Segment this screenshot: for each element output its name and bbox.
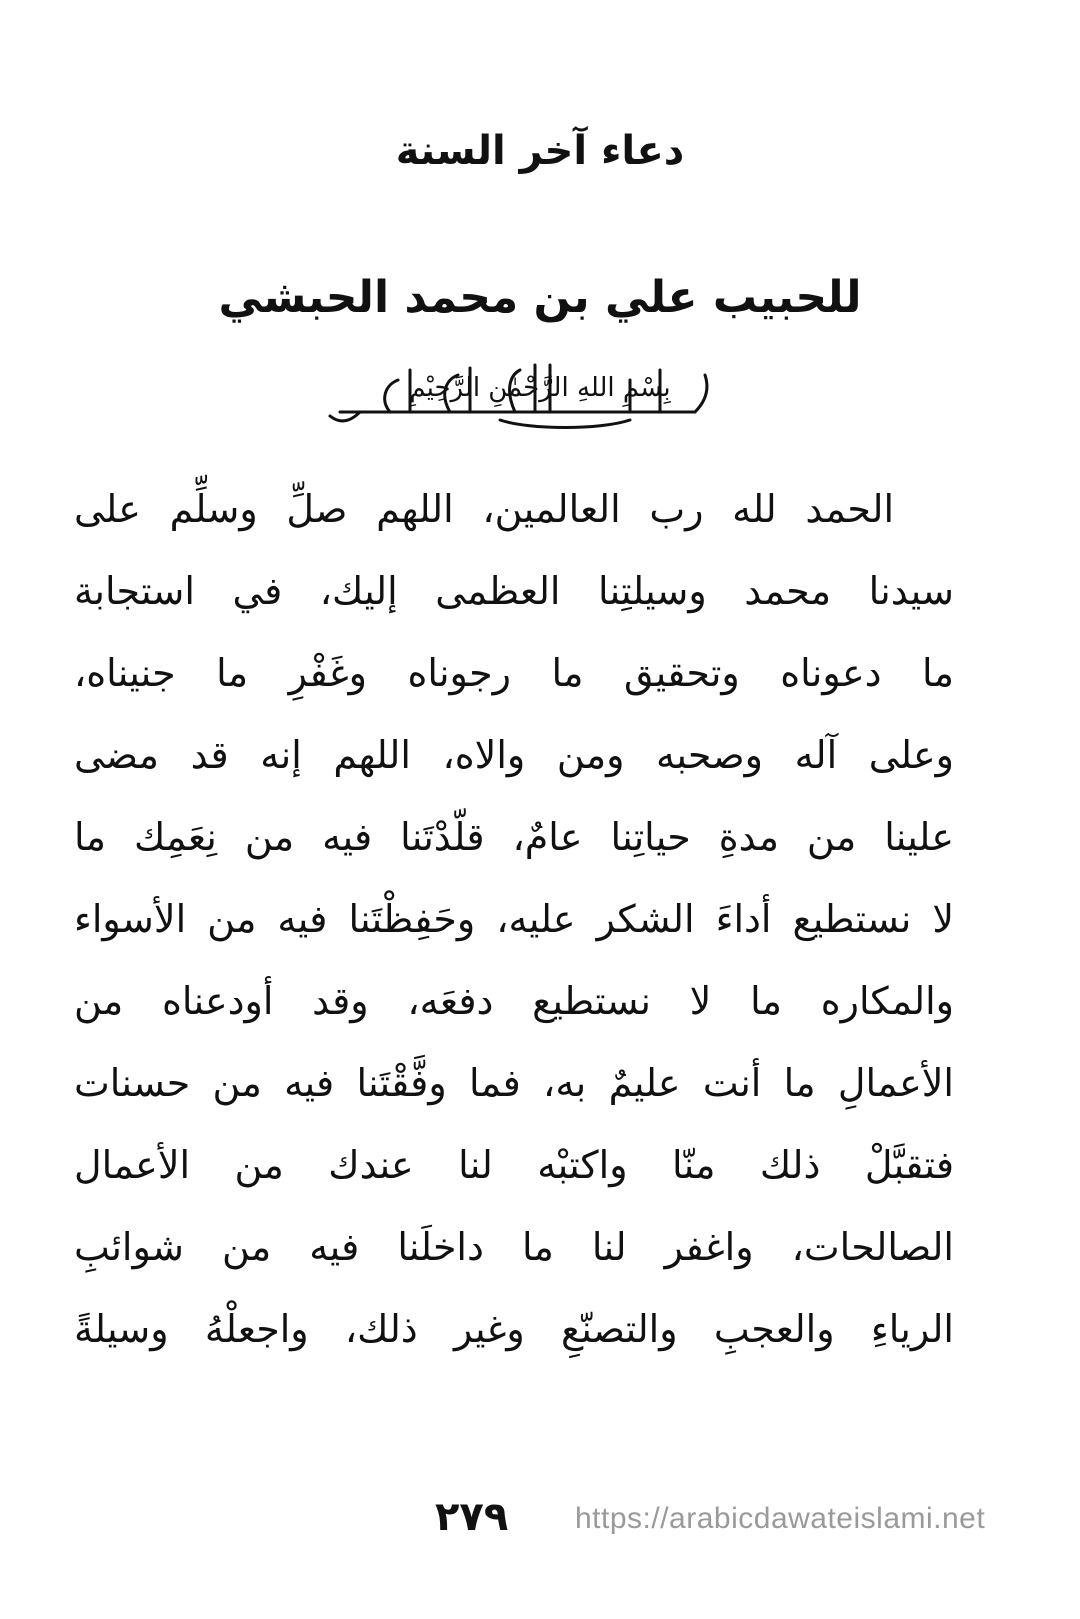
text-line: والمكاره ما لا نستطيع دفعَه، وقد أودعناه من <box>74 979 954 1023</box>
page-title: دعاء آخر السنة <box>395 128 685 174</box>
text-line: فتقبَّلْ ذلك منّا واكتبْه لنا عندك من الأعمال <box>74 1143 954 1187</box>
basmala-text: بِسْمِ اللهِ الرَّحْمٰنِ الرَّحِيْمِ <box>409 373 671 403</box>
text-line: علينا من مدةِ حياتِنا عامٌ، قلّدْتَنا فيه من نِعَمِك ما <box>74 815 954 859</box>
text-line: ما دعوناه وتحقيق ما رجوناه وغَفْرِ ما جنيناه، <box>74 651 954 695</box>
text-line: لا نستطيع أداءَ الشكر عليه، وحَفِظْتَنا فيه من الأسواء <box>74 897 954 941</box>
text-line: الأعمالِ ما أنت عليمٌ به، فما وفَّقْتَنا فيه من حسنات <box>74 1061 954 1105</box>
text-line: وعلى آله وصحبه ومن والاه، اللهم إنه قد مضى <box>74 733 954 777</box>
page-number: ٢٧٩ <box>435 1494 509 1540</box>
text-line: الصالحات، واغفر لنا ما داخلَنا فيه من شوائبِ <box>74 1225 954 1269</box>
watermark-url: https://arabicdawateislami.net <box>575 1502 986 1535</box>
supplication-text <box>74 468 954 1370</box>
page-footer <box>0 1494 1080 1554</box>
author-heading: للحبيب علي بن محمد الحبشي <box>218 272 862 323</box>
text-line: الحمد لله رب العالمين، اللهم صلِّ وسلِّم على <box>74 487 894 531</box>
text-line: سيدنا محمد وسيلتِنا العظمى إليك، في استجابة <box>74 569 954 613</box>
text-line: الرياءِ والعجبِ والتصنّعِ وغير ذلك، واجعلْهُ وسيلةً <box>74 1307 954 1351</box>
basmala-calligraphy <box>300 350 780 430</box>
